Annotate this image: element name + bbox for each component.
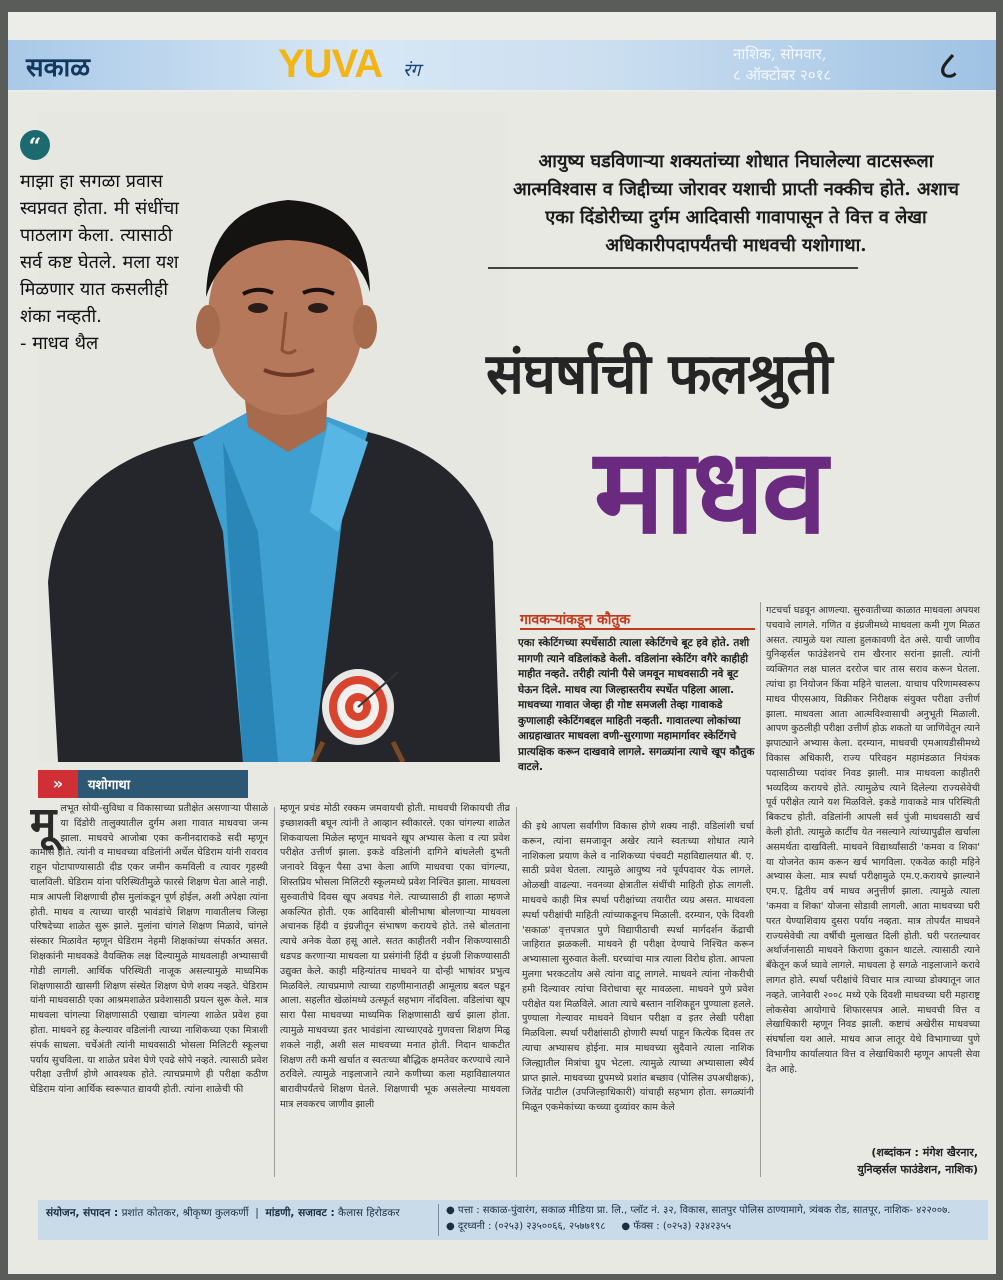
sidebar-story: एका स्केटिंगच्या स्पर्धेसाठी त्याला स्केटिंगचे बूट हवे होते. तशी मागणी त्याने वडिलांकडे केली. वडिलांना स्केटिंग वगैरे काहीही माहीत नव्हते. तरीही त्यांनी पैसे जमवून माधवसाठी नवे बूट घेऊन दिले. माधव त्या जिल्हास्तरीय स्पर्धेत पहिला आला. माधवच्या गावात जेव्हा ही गोष्ट समजली तेव्हा गावाकडे कुणालाही स्केटिंगबद्दल माहिती नव्हती. गावातल्या लोकांच्या आग्रहाखातर माधवला वणी-सुरगाणा महामार्गावर स्केटिंगचे प्रात्यक्षिक करून दाखवावे लागले. सगळ्यांना त्याचे खूप कौतुक वाटले. bbox=[518, 637, 755, 773]
dateline bbox=[733, 44, 913, 86]
section-tag bbox=[38, 770, 248, 798]
dateline-city-day: नाशिक, सोमवार, bbox=[733, 45, 827, 63]
kicker-divider bbox=[520, 628, 755, 630]
column-divider bbox=[760, 602, 761, 1177]
footer-editor-label: संयोजन, संपादन : bbox=[46, 1207, 119, 1219]
pull-quote-text bbox=[20, 168, 198, 357]
article-column-1 bbox=[30, 802, 268, 1182]
footer-editors: प्रशांत कोतकर, श्रीकृष्ण कुलकर्णी bbox=[121, 1207, 249, 1219]
footer-credits: संयोजन, संपादन : प्रशांत कोतकर, श्रीकृष्ण कुलकर्णी | मांडणी, सजावट : कैलास हिरोडकर bbox=[46, 1207, 400, 1219]
byline-credit-line1: (शब्दांकन : मंगेश खैरनार, bbox=[871, 1146, 978, 1159]
footer-address: ● पत्ता : सकाळ-पुंवारंग, सकाळ मीडिया प्रा. लि., प्लॉट नं. ३२, विकास, सातपुर पोलिस ठाण्यामागे, त्र्यंबक रोड, सातपूर, नाशिक- ४२२००७. bbox=[446, 1205, 951, 1216]
headline-primary: संघर्षाची फलश्रुती bbox=[486, 341, 832, 407]
footer-divider bbox=[438, 1204, 439, 1236]
supplement-logo: YUVA bbox=[278, 42, 383, 86]
supplement-logo-suffix: रंग bbox=[403, 60, 421, 81]
lead-divider bbox=[488, 267, 858, 269]
chevrons-down-icon: » bbox=[38, 770, 78, 798]
article-column-2: म्हणून प्रचंड मोठी रक्कम जमवायची होती. माधवची शिकायची तीव्र इच्छाशक्ती बघून त्यांनी ते आव्हान स्वीकारले. एका चांगल्या शाळेत शिकवायला मिळेल म्हणून माधवने खूप अभ्यास केला व त्या प्रवेश परीक्षेत उत्तीर्ण झाला. इकडे वडिलांनी दागिने बांधलेली दुभती जनावरे विकून पैसा उभा केला आणि माधवचा एका चांगल्या, शिस्तप्रिय भोसला मिलिटरी स्कूलमध्ये प्रवेश निश्चित झाला. माधवला सुरुवातीचे दिवस खूप अवघड गेले. त्याच्यासाठी ही शाळा म्हणजे अकल्पित होती. एक आदिवासी बोलीभाषा बोलणाऱ्या माधवला अचानक हिंदी व इंग्रजीतून संभाषण करायचे होते. तसे बोलताना त्याचे अनेक वेळा हसू आले. सतत काहीतरी नवीन शिकण्यासाठी धडपड करणाऱ्या माधवला या प्रसंगांनी हिंदी व इंग्रजी शिकण्यासाठी उद्युक्त केले. काही महिन्यांतच माधवने या दोन्ही भाषांवर प्रभुत्व मिळविले. त्याचप्रमाणे त्याच्या राहणीमानातही आमूलाग्र बदल घडून आला. सहलीत खेळांमध्ये उत्स्फूर्त सहभाग नोंदविला. वडिलांचा खूप सारा पैसा माधवच्या माध्यमिक शिक्षणासाठी खर्च झाला होता. त्यामुळे माधवच्या इतर भावंडांना त्याच्याएवढे गुणवत्ता शिक्षण मिळू शकले नाही, अशी सल माधवच्या मनात होती. निदान धाकटीत शिक्षण तरी कमी खर्चात व स्वतःच्या बौद्धिक क्षमतेवर करण्याचे त्याने ठरविले. त्यामुळे नाइलाजाने त्याने कणीच्या कला महाविद्यालयात बारावीपर्यंतचे शिक्षण घेतले. शिक्षणाची भूक असलेल्या माधवला मात्र लवकरच जाणीव झाली bbox=[280, 803, 510, 1110]
footer-contact bbox=[446, 1203, 950, 1235]
footer-design-label: मांडणी, सजावट : bbox=[265, 1207, 335, 1219]
footer-phone-fax bbox=[446, 1219, 950, 1235]
lead-paragraph: आयुष्य घडविणाऱ्या शक्यतांच्या शोधात निघालेल्या वाटसरूला आत्मविश्वास व जिद्दीच्या जोरावर यशाची प्राप्ती नक्कीच होते. अशाच एका दिंडोरीच्या दुर्गम आदिवासी गावापासून ते वित्त व लेखा अधिकारीपदापर्यंतची माधवची यशोगाथा. bbox=[513, 151, 959, 256]
pull-quote-attribution: - माधव थैल bbox=[20, 333, 99, 354]
quote-icon: “ bbox=[20, 130, 50, 160]
newspaper-brand: सकाळ bbox=[26, 53, 91, 83]
footer-box bbox=[38, 1200, 988, 1240]
article-column-3: की इथे आपला सर्वांगीण विकास होणे शक्य नाही. वडिलांशी चर्चा करून, त्यांना समजावून अखेर त्याने स्वतःच्या शोधात त्याने नाशिकला प्रयाण केले व नाशिकच्या पंचवटी महाविद्यालयात बी. ए. साठी प्रवेश घेतला. त्यामुळे आयुष्य नवे पूर्वपदावर येऊ लागले. ओळखी वाढल्या. नवनव्या क्षेत्रातील संधींची माहिती होऊ लागली. माधवचे काही मित्र स्पर्धा परीक्षांच्या तयारीत व्यग्र असत. माधवला स्पर्धा परीक्षांची माहिती त्यांच्याकडूनच मिळाली. दरम्यान, एके दिवशी 'सकाळ' वृत्तपत्रात पुणे विद्यापीठाची स्पर्धा मार्गदर्शन केंद्राची जाहिरात झळकली. माधवने ही परीक्षा देण्याचे निश्चित करून अभ्यासाला सुरुवात केली. घरच्यांचा मात्र त्याला विरोध होता. आपला मुलगा भरकटतोय असे त्यांना वाटू लागले. माधवने त्यांना नोकरीची हमी दिल्यावर त्यांचा विरोधाचा सूर मावळला. माधवने पुणे प्रवेश परीक्षेत यश मिळविले. आता त्याचे बस्तान नाशिकहून पुण्याला हलले. पुण्याला गेल्यावर माधवने विधान परीक्षा व इतर लेखी परीक्षा मिळविला. स्पर्धा परीक्षांसाठी होणारी स्पर्धा पाहून कित्येक दिवस तर त्याचा अभ्यासच होईना. मात्र माधवच्या सुदैवाने त्याला नाशिक जिल्ह्यातील मित्रांचा ग्रुप भेटला. त्यामुळे त्याच्या अभ्यासाला स्थैर्य प्राप्त झाले. माधवच्या ग्रुपमध्ये प्रशांत बच्छाव (पोलिस उपअधीक्षक), जितेंद्र पाटील (उपजिल्हाधिकारी) यांचाही सहभाग होता. सगळ्यांनी मिळून एकमेकांच्या कच्च्या दुव्यांवर काम केले bbox=[522, 821, 754, 1114]
article-column-1-text: लभूत सोयी-सुविधा व विकासाच्या प्रतीक्षेत असणाऱ्या पीसाळे या दिंडोरी तालुक्यातील दुर्गम अशा गावात माधवचा जन्म झाला. माधवचे आजोबा एका कनीनदाराकडे सदी म्हणून कामास होते. त्यांनी व माधवच्या वडिलांनी अर्धेल घेडिराम यांनी रावराव राहून पोटापाण्यासाठी दीड एकर जमीन कमविली व त्यावर गृहस्थी चालविली. घेडिराम यांना परिस्थितीमुळे फारसे शिक्षण घेता आले नाही. मात्र आपली शिक्षणाची हौस मुलांकडून पूर्ण होईल, अशी अपेक्षा त्यांना होती. माधव व त्याच्या चारही भावंडांचे शिक्षण गावातीलच जिल्हा परिषदेच्या शाळेत सुरू झाले. मुलांना चांगले शिक्षण मिळावे, चांगले संस्कार मिळावेत म्हणून घेडिराम नेहमी शिक्षकांच्या संपर्कात असत. शिक्षकांनी माधवकडे वैयक्तिक लक्ष दिल्यामुळे माधवलाही अभ्यासाची गोडी लागली. आर्थिक परिस्थिती नाजूक असल्यामुळे माध्यमिक शिक्षणासाठी खासगी शिक्षण संस्थेत शिक्षण घेणे शक्य नव्हते. घेडिराम यांनी माधवसाठी एका आश्रमशाळेत प्रवेशासाठी प्रयत्न सुरू केले. मात्र माधवला चांगल्या शिक्षणासाठी एखाद्या चांगल्या शाळेत प्रवेश हवा होता. माधवने हट्ट केल्यावर वडिलांनी त्याच्या नाशिकच्या एका मित्राशी संपर्क साधला. चर्चेअंती त्यांनी माधवसाठी भोसला मिलिटरी स्कूलचा पर्याय सुचविला. या शाळेत प्रवेश घेणे एवढे सोपे नव्हते. त्यासाठी प्रवेश परीक्षा उत्तीर्ण होणे आवश्यक होते. त्याचप्रमाणे ही परीक्षा कठीण घेडिराम यांना आर्थिक स्वरूपात द्यावयी होती. त्यांना शाळेची फी bbox=[30, 803, 268, 1096]
section-tag-label: यशोगाथा bbox=[88, 778, 131, 793]
sidebar-kicker: गावकऱ्यांकडून कौतुक bbox=[520, 612, 631, 628]
column-divider bbox=[274, 807, 275, 1177]
column-divider bbox=[516, 807, 517, 1177]
byline-credit-line2: युनिव्हर्सल फाउंडेशन, नाशिक) bbox=[857, 1163, 978, 1176]
pull-quote-body: माझा हा सगळा प्रवास स्वप्नवत होता. मी संधींचा पाठलाग केला. त्यासाठी सर्व कष्ट घेतले. मला यश मिळणार यात कसलीही शंका नव्हती. bbox=[20, 171, 179, 327]
page-number: ८ bbox=[938, 43, 959, 89]
newspaper-page bbox=[8, 12, 996, 1274]
footer-designer: कैलास हिरोडकर bbox=[338, 1207, 400, 1219]
headline-name: माधव bbox=[594, 422, 825, 560]
footer-fax: ● फॅक्स : (०२५३) २३४२३५५ bbox=[621, 1221, 732, 1232]
byline-credit bbox=[798, 1144, 978, 1178]
dateline-date: ८ ऑक्टोबर २०१८ bbox=[733, 66, 832, 84]
footer-phone: ● दूरध्वनी : (०२५३) २३५००६६, २५७७१९८ bbox=[446, 1221, 606, 1232]
pull-quote bbox=[20, 130, 198, 357]
masthead bbox=[8, 12, 996, 92]
article-column-4: गटचर्चा घडवून आणल्या. सुरुवातीच्या काळात माधवला अपयश पचवावे लागले. गणित व इंग्रजीमध्ये माधवला कमी गुण मिळत असत. त्यामुळे यश त्याला हुलकावणी देत असे. याची जाणीव युनिव्हर्सल फाउंडेशनचे राम खैरनार सरांना झाली. त्यांनी व्यक्तिगत लक्ष घालत दररोज चार तास सराव करून घेतला. त्यांचा हा नियोजन किंवा महिने चालला. याचाच परिणामस्वरूप माधव पीएसआय, विक्रीकर निरीक्षक संयुक्त परीक्षा उत्तीर्ण झाला. माधवला आता आत्मविश्वासाची अनुभूती मिळाली. आपण कुठलीही परीक्षा उत्तीर्ण होऊ शकतो या जाणिवेतून त्याने झपाट्याने अभ्यास केला. दरम्यान, माधवची एमआयडीसीमध्ये विकास अधिकारी, राज्य परिवहन महामंडळात नियंत्रक पदासाठीच्या पदांवर निवड झाली. मात्र माधवला काहीतरी भव्यदिव्य करायचे होते. त्यामुळेच त्याने दिलेल्या राज्यसेवेची पूर्व परीक्षेत त्याने यश मिळविले. इकडे गावाकडे मात्र परिस्थिती बिकटच होती. वडिलांनी आपली सर्व पुंजी माधवसाठी खर्च केली होती. त्यामुळे कार्टीच येत नसल्याने त्यांच्यापुढील खर्चाला असमर्थता दाखविली. माधवने विद्यार्थ्यांसाठी 'कमवा व शिका' या योजनेत काम करून खर्च भागविला. एकवेळ काही महिने अभ्यास केला. मात्र स्पर्धा परीक्षामुळे एम.ए.करायचे झाल्याने एम.ए. द्वितीय वर्ष माधव अनुत्तीर्ण झाला. त्यामुळे त्याला 'कमवा व शिका' योजना सोडावी लागली. आता माधवच्या घरी परत येण्याशिवाय दुसरा पर्याय नव्हता. मात्र तोपर्यंत माधवने राज्यसेवेची त्या वर्षीची मुलाखत दिली होती. घरी परतल्यावर अर्थार्जनासाठी माधवने किराणा दुकान थाटले. त्यासाठी त्याने बँकेतून कर्ज घ्यावे लागले. माधवला हे सगळे नाइलाजाने करावे लागत होते. स्पर्धा परीक्षांचे विचार मात्र त्याच्या डोक्यातून जात नव्हते. जानेवारी २००८ मध्ये एके दिवशी माधवच्या घरी महाराष्ट्र लोकसेवा आयोगाचे शिफारसपत्र आले. माधवची वित्त व लेखाधिकारी म्हणून निवड झाली. कष्टाचं अखेरीस माधवच्या संघर्षाला यश आले. माधव आज लातूर येथे विभागाच्या पुणे विभागीय कार्यालयात वित्त व लेखाधिकारी म्हणून आपली सेवा देत आहे. bbox=[766, 605, 980, 1075]
drop-cap: मू bbox=[30, 802, 57, 849]
